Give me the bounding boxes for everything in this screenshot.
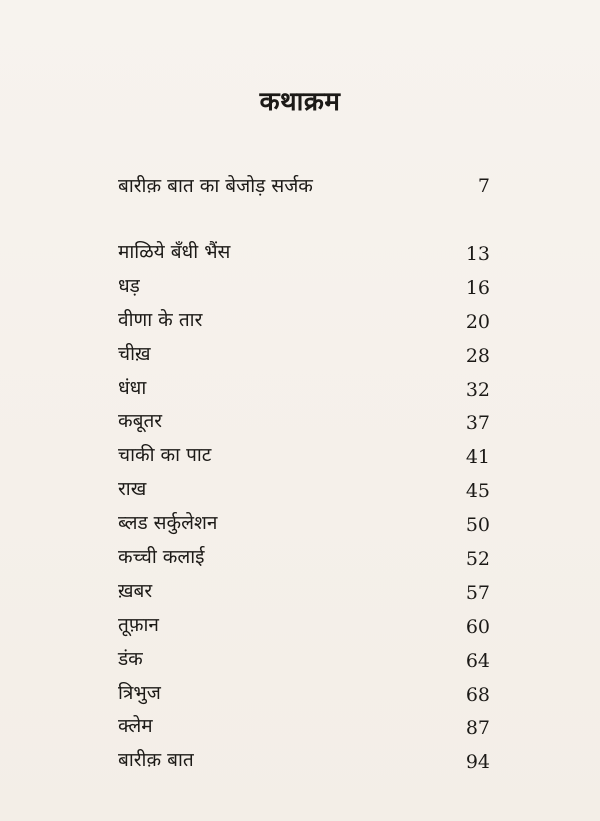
- page-title: कथाक्रम: [259, 87, 341, 117]
- toc-entry: [118, 441, 490, 475]
- toc-entry: [118, 679, 490, 713]
- toc-entry-page: 16: [465, 276, 490, 299]
- toc-entry: [118, 611, 490, 645]
- toc-entry: [118, 238, 490, 272]
- toc-entry: [118, 543, 490, 577]
- toc-entry-title: बारीक़ बात: [118, 749, 194, 772]
- toc-entry-title: चाकी का पाट: [118, 444, 212, 467]
- toc-entry-title: धड़: [118, 274, 140, 297]
- toc-entry: [118, 272, 490, 306]
- toc-entry: [118, 407, 490, 441]
- toc-entry-page: 50: [465, 514, 490, 537]
- toc-intro-row: [118, 172, 490, 202]
- toc-entry-page: 7: [477, 175, 490, 197]
- toc-entry-page: 45: [465, 480, 490, 503]
- toc-entry-page: 28: [465, 344, 490, 367]
- toc-entry-title: ख़बर: [118, 579, 153, 602]
- toc-entry-page: 64: [465, 649, 490, 672]
- toc-entry: [118, 712, 490, 746]
- table-of-contents: [118, 238, 490, 780]
- toc-entry-page: 20: [465, 310, 490, 333]
- toc-entry: [118, 475, 490, 509]
- toc-entry-page: 60: [465, 615, 490, 638]
- toc-entry: [118, 746, 490, 780]
- toc-entry-title: त्रिभुज: [118, 681, 161, 704]
- toc-entry-title: क्लेम: [118, 715, 153, 738]
- toc-entry: [118, 306, 490, 340]
- toc-entry-title: डंक: [118, 647, 143, 670]
- toc-entry-page: 87: [465, 717, 490, 740]
- toc-entry-page: 68: [465, 683, 490, 706]
- toc-entry-page: 13: [465, 243, 490, 265]
- toc-entry-title: कबूतर: [118, 410, 163, 433]
- toc-entry-title: राख: [118, 478, 147, 501]
- toc-entry-page: 41: [465, 446, 490, 469]
- toc-entry-title: चीख़: [118, 342, 151, 365]
- toc-entry: [118, 645, 490, 679]
- toc-entry-title: वीणा के तार: [118, 308, 203, 331]
- toc-entry-page: 52: [465, 548, 490, 571]
- toc-entry-title: माळिये बँधी भैंस: [118, 241, 231, 263]
- toc-entry-page: 32: [465, 378, 490, 401]
- toc-entry: [118, 374, 490, 408]
- toc-entry-title: कच्ची कलाई: [118, 546, 205, 569]
- toc-entry: [118, 340, 490, 374]
- toc-entry-page: 94: [465, 751, 490, 774]
- toc-entry: [118, 577, 490, 611]
- toc-entry-title: बारीक़ बात का बेजोड़ सर्जक: [118, 175, 313, 197]
- toc-entry-title: तूफ़ान: [118, 613, 159, 636]
- toc-entry-title: ब्लड सर्कुलेशन: [118, 512, 218, 535]
- toc-entry-title: धंधा: [118, 376, 147, 399]
- toc-entry-page: 37: [465, 412, 490, 435]
- toc-entry-page: 57: [465, 581, 490, 604]
- toc-entry: [118, 509, 490, 543]
